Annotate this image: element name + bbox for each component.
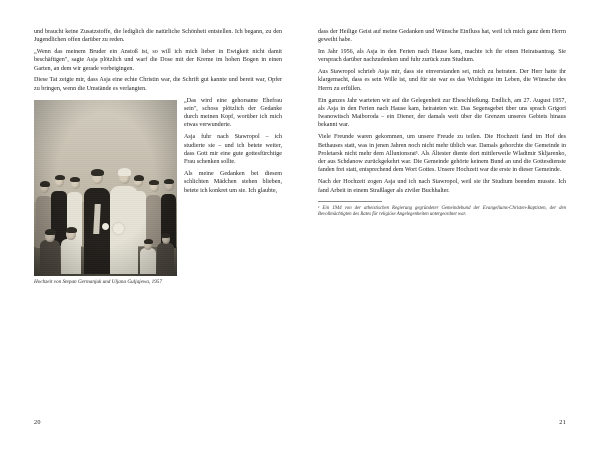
photo-figure xyxy=(34,100,177,286)
paragraph: Ein ganzes Jahr warteten wir auf die Gelegenheit zur Eheschließung. Endlich, am 27. August 1957, als Asja in den Ferien nach Hause kam, heirateten wir. Das Segensgebet über uns sprach Grigori Iwanowitsch Maiboroda – ein Diener, der damals weit über die Grenzen unseres Gebiets hinaus bekannt war. xyxy=(318,97,566,129)
left-page-text-column xyxy=(34,28,282,285)
paragraph: Im Jahr 1956, als Asja in den Ferien nach Hause kam, machte ich ihr einen Heiratsantrag. Sie versprach darüber nachzudenken und fuhr zurück zum Studium. xyxy=(318,49,566,64)
footnote: ¹ Ein 1944 von der atheistischen Regierung gegründeter Gemeindebund der Evangeliums-Christen-Baptisten, der den Bevollmächtigten des Rates für religiöse Angelegenheiten untergeordnet war. xyxy=(318,205,566,218)
paragraph: „Das wird eine gehorsame Ehefrau sein", schoss plötzlich der Gedanke durch meinen Kopf, worüber ich mich etwas verwunderte. xyxy=(184,97,282,129)
right-page xyxy=(300,0,600,450)
wedding-photograph xyxy=(34,100,177,276)
paragraph: „Wenn das meinem Bruder ein Anstoß ist, so will ich mich lieber in Ewigkeit nicht damit beschäftigen", sagte Asja plötzlich und warf die Dose mit der Kreme im hohen Bogen in einen Garten, an dem wir gerade vorbeigingen. xyxy=(34,49,282,72)
paragraph: dass der Heilige Geist auf meine Gedanken und Wünsche Einfluss hat, weil ich mich ganz dem Herrn geweiht habe. xyxy=(318,29,566,44)
paragraph: Asja fuhr nach Stawropol – ich studierte sie – und ich betete weiter, dass Gott mir eine gute gottesfürchtige Frau schenken sollte. xyxy=(184,134,282,166)
paragraph: Aus Stawropol schrieb Asja mir, dass sie einverstanden sei, mich zu heiraten. Der Herr hatte ihr klargemacht, dass es sein Wille ist, und für sie war es das Wichtigste im Leben, die Wünsche des Herrn zu erfüllen. xyxy=(318,69,566,92)
photo-caption: Hochzeit von Stepan Germanjuk und Uljana Guljajewa, 1957 xyxy=(34,278,162,285)
paragraph: und braucht keine Zusatzstoffe, die lediglich die natürliche Schönheit entstellen. Ich begann, zu den Jugendlichen offen darüber zu reden. xyxy=(34,29,282,44)
footnote-separator xyxy=(318,201,382,202)
paragraph: Viele Freunde waren gekommen, um unsere Freude zu teilen. Die Hochzeit fand im Hof des Bethauses statt, was in jenen Jahren noch nicht mehr üblich war. Damals gehorchte die Gemeinde in Proletarsk nicht mehr dem Allunionsrat¹. Als Ältester diente dort mittlerweile Wladimir Skljarenko, der aus Schdanow zurückgekehrt war. Die Gemeinde gehörte keinem Bund an und die Gottesdienste fanden frei statt, entsprechend dem Wort Gottes. Unsere Hochzeit war die erste in dieser Gemeinde. xyxy=(318,134,566,174)
paragraph: Als meine Gedanken bei diesem schlichten Mädchen stehen blieben, betete ich konkret um sie. Ich glaubte, xyxy=(184,170,282,194)
paragraph: Nach der Hochzeit zogen Asja und ich nach Stawropol, weil sie ihr Studium beenden musste. Ich fand Arbeit in einem Straßlager als ziviler Buchhalter. xyxy=(318,179,566,194)
page-number-right: 21 xyxy=(559,419,566,426)
paragraph: Diese Tat zeigte mir, dass Asja eine echte Christin war, die Schrift gut kannte und bereit war, Opfer zu bringen, wenn die Umstände es verlangten. xyxy=(34,77,282,92)
page-number-left: 20 xyxy=(34,419,41,426)
right-page-text-column xyxy=(318,28,566,219)
